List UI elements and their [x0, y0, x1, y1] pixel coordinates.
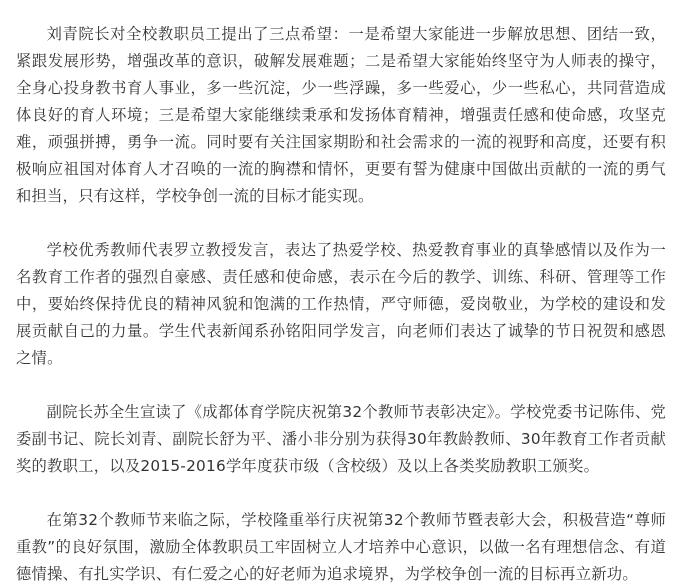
paragraph-spacer — [16, 210, 666, 237]
paragraph-closing: 在第32个教师节来临之际，学校隆重举行庆祝第32个教师节暨表彰大会，积极营造“尊师重教”的良好氛围，激励全体教职员工牢固树立人才培养中心意识，以做一名有理想信念、有道德情操、有扎实学识、有仁爱之心的好老师为追求境界，为学校争创一流的目标再立新功。 — [16, 511, 666, 583]
paragraph-spacer — [16, 372, 666, 399]
paragraph-president-hopes: 刘青院长对全校教职员工提出了三点希望：一是希望大家能进一步解放思想、团结一致，紧跟发展形势，增强改革的意识，破解发展难题；二是希望大家能始终坚守为人师表的操守，全身心投身教书育人事业，多一些沉淀，少一些浮躁，多一些爱心，少一些私心，共同营造成体良好的育人环境；三是希望大家能继续秉承和发扬体育精神，增强责任感和使命感，攻坚克难，顽强拼搏，勇争一流。同时要有关注国家期盼和社会需求的一流的视野和高度，还要有积极响应祖国对体育人才召唤的一流的胸襟和情怀，更要有誓为健康中国做出贡献的一流的勇气和担当，只有这样，学校争创一流的目标才能实现。 — [16, 25, 666, 205]
paragraph-awards-announcement: 副院长苏全生宣读了《成都体育学院庆祝第32个教师节表彰决定》。学校党委书记陈伟、党委副书记、院长刘青、副院长舒为平、潘小非分别为获得30年教龄教师、30年教育工作者贡献奖的教职工，以及2015-2016学年度获市级（含校级）及以上各类奖励教职工颁奖。 — [16, 403, 666, 475]
paragraph-teacher-representative: 学校优秀教师代表罗立教授发言，表达了热爱学校、热爱教育事业的真挚感情以及作为一名教育工作者的强烈自豪感、责任感和使命感，表示在今后的教学、训练、科研、管理等工作中，要始终保持优良的精神风貌和饱满的工作热情，严守师德，爱岗敬业，为学校的建设和发展贡献自己的力量。学生代表新闻系孙铭阳同学发言，向老师们表达了诚挚的节日祝贺和感恩之情。 — [16, 241, 666, 367]
paragraph-spacer — [16, 480, 666, 507]
article-body — [16, 21, 666, 588]
